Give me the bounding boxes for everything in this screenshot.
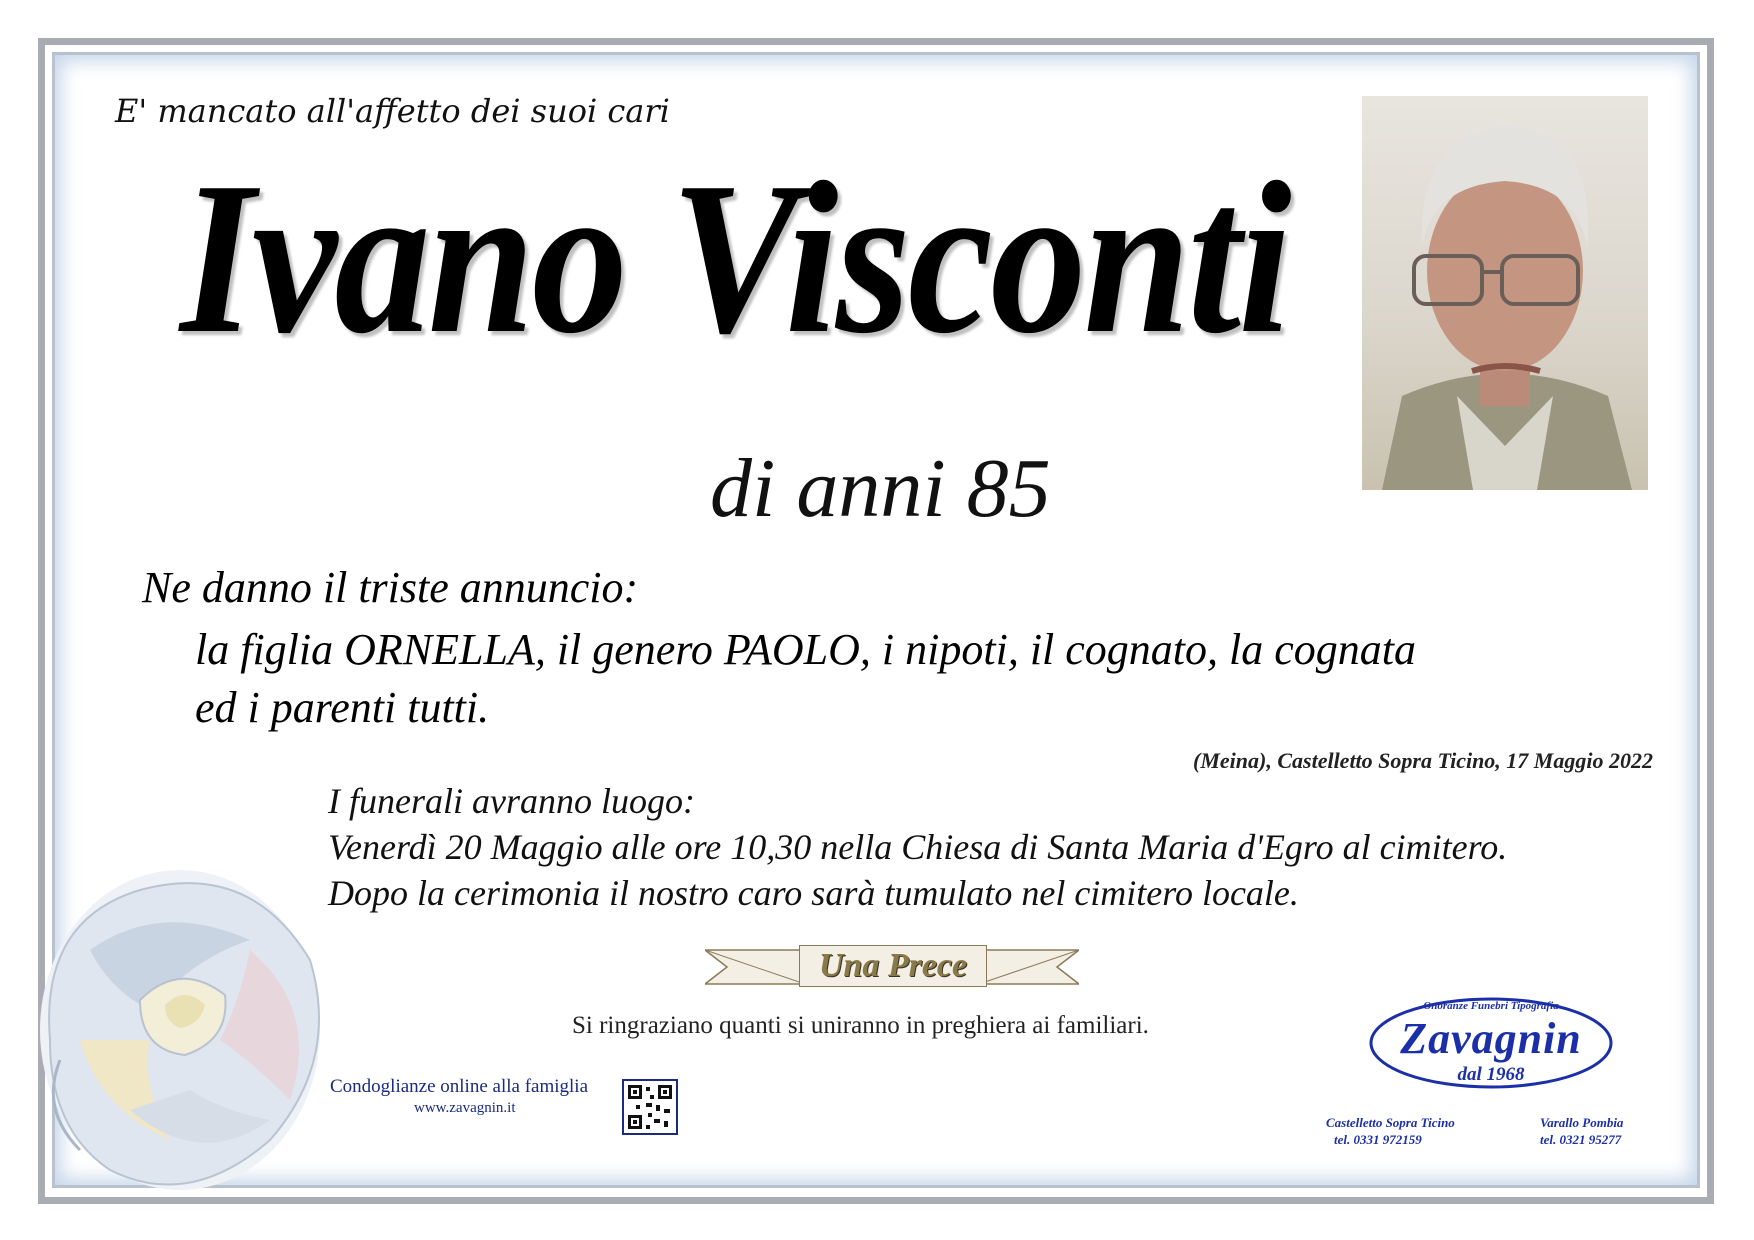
announcement-line: ed i parenti tutti. [195,683,490,732]
rose-illustration [20,810,350,1210]
agency-logo [1366,993,1616,1093]
agency-tagline: Onoranze Funebri Tipografia [1423,1000,1559,1012]
deceased-age: di anni 85 [710,442,1051,535]
deceased-name: Ivano Visconti [180,138,1290,379]
place-date: (Meina), Castelletto Sopra Ticino, 17 Maggio 2022 [1193,748,1653,773]
office-phone: tel. 0331 972159 [1334,1132,1422,1147]
office-varallo [1540,1114,1623,1148]
website-link[interactable]: www.zavagnin.it [414,1100,516,1116]
office-city: Castelletto Sopra Ticino [1326,1115,1455,1130]
intro-text: E' mancato all'affetto dei suoi cari [115,92,670,130]
portrait-illustration [1362,96,1648,490]
prece-label: Una Prece [799,945,987,987]
agency-since: dal 1968 [1457,1064,1525,1085]
prece-ribbon [705,942,1079,992]
announcement-title: Ne danno il triste annuncio: [142,563,639,612]
thanks-text: Si ringraziano quanti si uniranno in preghiera ai familiari. [572,1012,1149,1039]
funeral-heading: I funerali avranno luogo: [328,781,695,821]
office-city: Varallo Pombia [1540,1115,1624,1130]
office-castelletto [1326,1114,1455,1148]
portrait-photo [1362,96,1648,490]
office-phone: tel. 0321 95277 [1540,1132,1622,1147]
qr-pattern [624,1081,676,1133]
qr-code-icon[interactable] [622,1079,678,1135]
agency-name: Zavagnin [1400,1014,1582,1063]
announcement-line: la figlia ORNELLA, il genero PAOLO, i nipoti, il cognato, la cognata [195,625,1416,674]
rose-graphic [20,810,350,1210]
online-condolences-label[interactable]: Condoglianze online alla famiglia [330,1076,589,1097]
funeral-details: Venerdì 20 Maggio alle ore 10,30 nella Chiesa di Santa Maria d'Egro al cimitero. [328,827,1508,867]
funeral-burial: Dopo la cerimonia il nostro caro sarà tumulato nel cimitero locale. [328,873,1299,913]
